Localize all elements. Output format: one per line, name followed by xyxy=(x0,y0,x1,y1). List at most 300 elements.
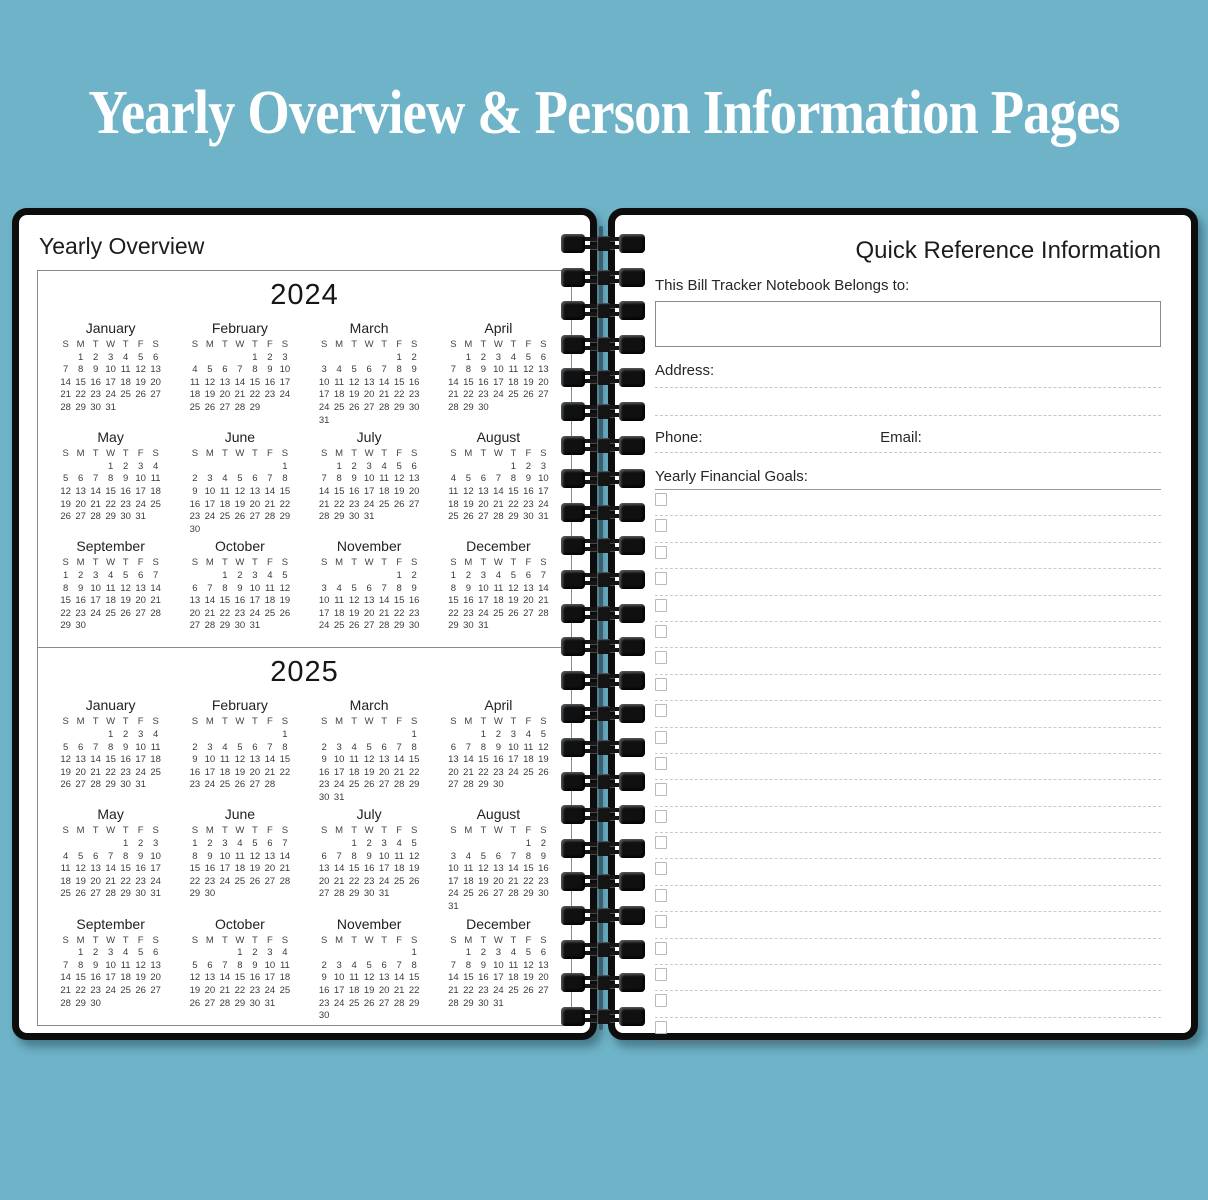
calendar-day-cell: 5 xyxy=(396,460,402,472)
calendar-day-cell: 26 xyxy=(523,985,534,996)
calendar-day-cell: 10 xyxy=(264,959,276,971)
goal-checkbox[interactable] xyxy=(655,678,667,691)
spiral-coil-part xyxy=(561,637,585,656)
goal-checkbox[interactable] xyxy=(655,757,667,770)
calendar-day-cell xyxy=(58,947,73,960)
day-header-cell: T xyxy=(221,448,228,460)
calendar-day-cell: 8 xyxy=(396,582,402,594)
day-header-cell: W xyxy=(235,716,245,728)
day-header-cell: W xyxy=(493,339,503,350)
spiral-coil-part xyxy=(597,841,610,856)
calendar-day-cell: 26 xyxy=(279,607,291,619)
spiral-coil-part xyxy=(561,839,585,858)
calendar-day-cell: 13 xyxy=(363,595,375,607)
goal-write-line[interactable] xyxy=(655,780,1161,806)
calendar-day-cell: 19 xyxy=(508,595,519,607)
goal-checkbox[interactable] xyxy=(655,942,667,955)
spiral-coil-part xyxy=(561,436,585,455)
day-header-cell: F xyxy=(266,716,273,728)
calendar-day-cell: 17 xyxy=(150,863,161,875)
calendar-day-cell: 17 xyxy=(105,972,116,984)
calendar-day-cell: 30 xyxy=(408,401,420,413)
goal-write-line[interactable] xyxy=(655,754,1161,780)
calendar-day-cell: 22 xyxy=(75,985,86,996)
calendar-day-cell: 2 xyxy=(525,460,532,472)
goal-checkbox[interactable] xyxy=(655,783,667,796)
goal-write-line[interactable] xyxy=(655,886,1161,912)
calendar-day-cell: 16 xyxy=(478,972,489,984)
address-write-line[interactable] xyxy=(655,379,1161,388)
day-header-cell: T xyxy=(251,934,258,946)
calendar-day-cell: 31 xyxy=(333,791,345,803)
goal-write-line[interactable] xyxy=(655,648,1161,674)
calendar-day-cell: 2 xyxy=(411,351,417,363)
day-header-cell: T xyxy=(92,339,99,350)
day-header-cell: S xyxy=(410,716,418,728)
day-header-cell: W xyxy=(493,557,503,569)
calendar-day-cell: 29 xyxy=(219,620,231,632)
day-header-cell: F xyxy=(396,448,403,460)
calendar-day-cell: 19 xyxy=(463,498,474,510)
month-name: May xyxy=(97,806,124,823)
day-header-cell: M xyxy=(464,716,473,728)
calendar-day-cell: 29 xyxy=(408,997,420,1009)
calendar-day-cell: 14 xyxy=(448,972,459,984)
calendar-day-cell: 9 xyxy=(192,485,198,497)
spiral-coil-part xyxy=(597,438,610,453)
calendar-day-cell: 16 xyxy=(363,863,375,875)
calendar-day-cell: 10 xyxy=(318,595,330,607)
goal-checkbox[interactable] xyxy=(655,599,667,612)
goal-write-line[interactable] xyxy=(655,543,1161,569)
calendar-day-cell: 4 xyxy=(510,351,517,363)
calendar-day-cell: 12 xyxy=(523,364,534,376)
calendar-day-cell: 5 xyxy=(465,473,472,485)
calendar-day-cell: 17 xyxy=(493,972,504,984)
day-header-cell: M xyxy=(464,825,473,837)
day-header-cell: F xyxy=(396,716,403,728)
calendar-day-cell: 2 xyxy=(122,460,129,472)
day-header-cell: S xyxy=(540,448,547,460)
calendar-day-cell: 9 xyxy=(495,741,502,753)
calendar-day-cell: 16 xyxy=(249,972,261,984)
calendar-day-cell: 6 xyxy=(411,460,417,472)
goal-checkbox[interactable] xyxy=(655,704,667,717)
goal-checkbox[interactable] xyxy=(655,625,667,638)
calendar-day-cell: 11 xyxy=(264,582,275,594)
month-day-grid xyxy=(175,716,304,792)
day-header-cell: T xyxy=(480,716,487,728)
calendar-day-cell: 22 xyxy=(393,607,405,619)
calendar-day-cell: 22 xyxy=(75,389,86,401)
goal-write-line[interactable] xyxy=(655,991,1161,1017)
calendar-day-cell: 10 xyxy=(135,473,146,485)
calendar-day-cell: 19 xyxy=(348,607,360,619)
calendar-day-cell: 21 xyxy=(279,863,291,875)
goal-checkbox[interactable] xyxy=(655,572,667,585)
calendar-day-cell: 7 xyxy=(282,838,288,850)
goal-checkbox[interactable] xyxy=(655,810,667,823)
goal-checkbox[interactable] xyxy=(655,519,667,532)
goal-write-line[interactable] xyxy=(655,1018,1161,1044)
day-header-cell: S xyxy=(410,934,418,946)
month-name: October xyxy=(214,538,265,555)
calendar-day-cell: 3 xyxy=(381,838,387,850)
calendar-day-cell: 12 xyxy=(249,850,261,862)
goal-checkbox[interactable] xyxy=(655,889,667,902)
spiral-coil-part xyxy=(597,572,610,587)
calendar-day-cell: 6 xyxy=(152,351,159,363)
goal-write-line[interactable] xyxy=(655,701,1161,727)
calendar-day-cell: 18 xyxy=(150,485,161,497)
banner xyxy=(0,78,1208,149)
calendar-day-cell: 25 xyxy=(150,766,161,778)
calendar-day-cell: 3 xyxy=(252,569,258,581)
goal-write-line[interactable] xyxy=(655,596,1161,622)
goal-write-line[interactable] xyxy=(655,939,1161,965)
goal-checkbox[interactable] xyxy=(655,1021,667,1034)
day-header-cell: S xyxy=(320,716,328,728)
calendar-day-cell: 9 xyxy=(540,850,547,862)
calendar-day-cell: 2 xyxy=(495,728,502,740)
spiral-coil-part xyxy=(619,402,645,421)
calendar-day-cell: 17 xyxy=(204,766,216,778)
day-header-cell: S xyxy=(450,934,457,946)
calendar-day-cell: 29 xyxy=(189,888,201,900)
day-header-cell: S xyxy=(152,557,159,569)
calendar-day-cell: 6 xyxy=(321,850,327,862)
goal-checkbox[interactable] xyxy=(655,731,667,744)
spiral-coil-part xyxy=(597,236,610,251)
calendar-day-cell: 5 xyxy=(237,473,243,485)
calendar-day-cell: 30 xyxy=(249,997,261,1009)
calendar-day-cell: 7 xyxy=(267,473,273,485)
calendar-day-cell: 5 xyxy=(366,959,372,971)
calendar-day-cell xyxy=(377,947,392,960)
calendar-day-cell xyxy=(362,729,377,742)
calendar-day-cell: 3 xyxy=(92,569,99,581)
calendar-day-cell: 30 xyxy=(234,620,246,632)
calendar-day-cell xyxy=(317,461,332,474)
calendar-day-cell: 24 xyxy=(448,888,459,900)
calendar-day-cell xyxy=(73,461,88,474)
calendar-day-cell: 13 xyxy=(378,754,390,766)
calendar-day-cell: 12 xyxy=(508,582,519,594)
calendar-day-cell: 22 xyxy=(463,389,474,401)
calendar-day-cell: 30 xyxy=(408,620,420,632)
calendar-day-cell: 16 xyxy=(463,595,474,607)
calendar-day-cell: 21 xyxy=(264,766,276,778)
day-header-cell: S xyxy=(320,448,328,460)
day-header-cell: S xyxy=(62,339,69,350)
calendar-day-cell: 24 xyxy=(333,779,345,791)
spiral-coil-part xyxy=(597,606,610,621)
calendar-day-cell: 24 xyxy=(264,985,276,996)
spiral-coil xyxy=(561,637,645,657)
calendar-month xyxy=(305,318,434,427)
calendar-day-cell: 15 xyxy=(478,754,489,766)
spiral-coil xyxy=(561,436,645,456)
calendar-day-cell: 28 xyxy=(448,401,459,413)
day-header-cell: S xyxy=(62,448,69,460)
calendar-day-cell: 12 xyxy=(408,850,420,862)
day-header-cell: T xyxy=(510,825,517,837)
calendar-day-cell: 25 xyxy=(448,511,459,523)
calendar-day-cell: 19 xyxy=(234,498,246,510)
calendar-day-cell: 14 xyxy=(60,972,71,984)
calendar-day-cell: 15 xyxy=(105,754,116,766)
day-header-cell: F xyxy=(137,339,144,350)
calendar-day-cell: 23 xyxy=(538,875,549,887)
spiral-coil-part xyxy=(597,908,610,923)
calendar-day-cell: 11 xyxy=(150,741,161,753)
spiral-coil xyxy=(561,335,645,355)
calendar-day-cell: 21 xyxy=(105,875,116,887)
spiral-coil-part xyxy=(597,370,610,385)
calendar-day-cell: 20 xyxy=(135,595,146,607)
calendar-day-cell: 23 xyxy=(249,985,261,996)
goal-checkbox[interactable] xyxy=(655,493,667,506)
calendar-day-cell: 7 xyxy=(92,473,99,485)
calendar-day-cell: 4 xyxy=(465,850,472,862)
spiral-coil-part xyxy=(561,503,585,522)
calendar-day-cell: 25 xyxy=(150,498,161,510)
calendar-day-cell: 3 xyxy=(336,959,342,971)
calendar-day-cell: 11 xyxy=(493,582,504,594)
calendar-day-cell: 22 xyxy=(60,607,71,619)
calendar-day-cell: 9 xyxy=(351,473,357,485)
calendar-month xyxy=(434,536,563,645)
calendar-day-cell: 31 xyxy=(150,888,161,900)
goal-write-line[interactable] xyxy=(655,807,1161,833)
day-header-cell: S xyxy=(281,825,289,837)
calendar-day-cell: 25 xyxy=(219,779,231,791)
calendar-day-cell: 26 xyxy=(189,997,201,1009)
calendar-day-cell: 21 xyxy=(264,498,276,510)
calendar-day-cell: 15 xyxy=(234,972,246,984)
day-header-cell: F xyxy=(525,934,532,946)
calendar-day-cell: 7 xyxy=(207,582,213,594)
month-day-grid xyxy=(434,339,563,415)
day-header-cell: S xyxy=(540,339,547,350)
day-header-cell: S xyxy=(152,825,159,837)
calendar-day-cell: 16 xyxy=(189,766,201,778)
calendar-day-cell: 23 xyxy=(120,498,131,510)
calendar-day-cell: 29 xyxy=(348,888,360,900)
calendar-day-cell: 23 xyxy=(189,511,201,523)
calendar-day-cell: 24 xyxy=(508,766,519,778)
calendar-month xyxy=(305,914,434,1023)
calendar-day-cell: 5 xyxy=(411,838,417,850)
calendar-day-cell: 9 xyxy=(92,364,99,376)
month-name: October xyxy=(214,915,265,932)
calendar-day-cell: 21 xyxy=(393,766,405,778)
month-day-grid xyxy=(175,448,304,536)
calendar-day-cell: 6 xyxy=(525,569,532,581)
month-name: May xyxy=(97,429,124,446)
calendar-day-cell: 24 xyxy=(318,620,330,632)
calendar-day-cell xyxy=(332,352,347,365)
calendar-day-cell: 13 xyxy=(538,959,549,971)
month-name: December xyxy=(466,915,531,932)
goal-checkbox[interactable] xyxy=(655,968,667,981)
calendar-month xyxy=(175,427,304,536)
day-header-cell: S xyxy=(450,557,457,569)
goal-write-line[interactable] xyxy=(655,728,1161,754)
day-header-cell: S xyxy=(540,825,547,837)
calendar-day-cell: 28 xyxy=(60,997,71,1009)
calendar-day-cell: 29 xyxy=(75,997,86,1009)
day-header-cell: T xyxy=(92,934,99,946)
calendar-day-cell: 13 xyxy=(448,754,459,766)
calendar-day-cell: 26 xyxy=(135,985,146,996)
calendar-day-cell: 30 xyxy=(478,401,489,413)
calendar-day-cell: 29 xyxy=(75,401,86,413)
goal-write-line[interactable] xyxy=(655,569,1161,595)
spiral-coil-part xyxy=(619,805,645,824)
day-header-cell: W xyxy=(235,934,245,946)
calendar-day-cell: 6 xyxy=(152,947,159,959)
month-day-grid xyxy=(305,339,434,427)
goal-checkbox[interactable] xyxy=(655,546,667,559)
spiral-coil-part xyxy=(619,839,645,858)
goal-write-line[interactable] xyxy=(655,516,1161,542)
calendar-day-cell: 22 xyxy=(333,498,345,510)
spiral-coil-part xyxy=(561,940,585,959)
day-header-cell: T xyxy=(251,448,258,460)
day-header-cell: T xyxy=(251,557,258,569)
month-name: August xyxy=(476,429,521,446)
calendar-day-cell: 18 xyxy=(448,498,459,510)
spiral-coil-part xyxy=(619,637,645,656)
calendar-day-cell: 28 xyxy=(264,779,276,791)
month-name: March xyxy=(349,320,389,336)
day-header-cell: S xyxy=(152,716,159,728)
goal-checkbox[interactable] xyxy=(655,651,667,664)
calendar-day-cell: 28 xyxy=(204,620,216,632)
calendar-day-cell xyxy=(446,947,461,960)
goal-checkbox[interactable] xyxy=(655,836,667,849)
calendar-day-cell: 19 xyxy=(60,498,71,510)
calendar-day-cell: 27 xyxy=(318,888,330,900)
calendar-day-cell: 7 xyxy=(510,850,517,862)
calendar-day-cell xyxy=(332,570,347,583)
calendar-month xyxy=(434,914,563,1023)
goal-write-line[interactable] xyxy=(655,622,1161,648)
calendar-day-cell: 22 xyxy=(348,875,360,887)
year-heading: 2025 xyxy=(270,656,339,689)
goal-write-line[interactable] xyxy=(655,965,1161,991)
day-header-cell: T xyxy=(351,825,358,837)
calendar-day-cell xyxy=(232,729,247,742)
right-page-title: Quick Reference Information xyxy=(855,237,1161,264)
goal-write-line[interactable] xyxy=(655,859,1161,885)
calendar-day-cell: 13 xyxy=(249,485,261,497)
calendar-day-cell: 1 xyxy=(107,460,114,472)
month-day-grid xyxy=(434,448,563,524)
calendar-day-cell: 10 xyxy=(333,972,345,984)
day-header-cell: T xyxy=(92,825,99,837)
calendar-day-cell xyxy=(187,729,202,742)
goal-write-line[interactable] xyxy=(655,833,1161,859)
goal-write-line[interactable] xyxy=(655,490,1161,516)
goal-write-line[interactable] xyxy=(655,912,1161,938)
calendar-day-cell: 12 xyxy=(348,595,360,607)
calendar-day-cell: 6 xyxy=(137,569,144,581)
calendar-day-cell xyxy=(58,352,73,365)
calendar-day-cell: 24 xyxy=(318,401,330,413)
calendar-day-cell: 27 xyxy=(204,997,216,1009)
day-header-cell: F xyxy=(266,448,273,460)
calendar-day-cell: 12 xyxy=(60,754,71,766)
calendar-day-cell: 14 xyxy=(234,376,246,388)
day-header-cell: F xyxy=(396,825,403,837)
spiral-coil xyxy=(561,469,645,489)
day-header-cell: W xyxy=(364,339,374,350)
calendar-day-cell: 30 xyxy=(348,511,360,523)
calendar-day-cell: 8 xyxy=(396,364,402,376)
spiral-coil xyxy=(561,402,645,422)
calendar-day-cell: 15 xyxy=(348,863,360,875)
calendar-day-cell: 31 xyxy=(135,511,146,523)
day-header-cell: S xyxy=(450,339,457,350)
calendar-day-cell: 29 xyxy=(448,620,459,632)
calendar-month xyxy=(46,536,175,645)
day-header-cell: F xyxy=(137,557,144,569)
calendar-day-cell: 8 xyxy=(450,582,457,594)
calendar-day-cell: 27 xyxy=(249,511,261,523)
calendar-day-cell: 19 xyxy=(393,485,405,497)
calendar-day-cell: 24 xyxy=(378,875,390,887)
calendar-day-cell: 9 xyxy=(366,850,372,862)
goal-checkbox[interactable] xyxy=(655,915,667,928)
calendar-day-cell: 16 xyxy=(478,376,489,388)
phone-email-row[interactable] xyxy=(655,429,1161,453)
day-header-cell: T xyxy=(480,339,487,350)
calendar-day-cell: 19 xyxy=(363,985,375,996)
calendar-day-cell: 8 xyxy=(77,364,84,376)
goal-checkbox[interactable] xyxy=(655,994,667,1007)
belongs-to-input-box[interactable] xyxy=(655,301,1161,347)
calendar-day-cell xyxy=(232,461,247,474)
calendar-day-cell: 25 xyxy=(219,511,231,523)
spiral-coil-part xyxy=(561,335,585,354)
month-name: July xyxy=(356,806,382,823)
goal-checkbox[interactable] xyxy=(655,862,667,875)
address-write-line[interactable] xyxy=(655,388,1161,416)
calendar-day-cell: 20 xyxy=(478,498,489,510)
spiral-coil-part xyxy=(597,1009,610,1024)
calendar-day-cell: 27 xyxy=(378,997,390,1009)
spiral-coil-part xyxy=(619,738,645,757)
goal-write-line[interactable] xyxy=(655,675,1161,701)
day-header-cell: S xyxy=(320,339,328,350)
calendar-day-cell: 26 xyxy=(60,779,71,791)
calendar-day-cell: 13 xyxy=(135,582,146,594)
spiral-coil-part xyxy=(619,268,645,287)
calendar-day-cell: 21 xyxy=(448,389,459,401)
calendar-month xyxy=(434,695,563,804)
calendar-day-cell: 29 xyxy=(463,401,474,413)
calendar-day-cell xyxy=(332,947,347,960)
calendar-day-cell xyxy=(377,729,392,742)
calendar-day-cell: 30 xyxy=(318,791,330,803)
spiral-coil xyxy=(561,839,645,859)
calendar-day-cell: 17 xyxy=(333,985,345,996)
calendar-day-cell: 27 xyxy=(493,888,504,900)
calendar-day-cell: 21 xyxy=(508,875,519,887)
calendar-day-cell: 16 xyxy=(493,754,504,766)
